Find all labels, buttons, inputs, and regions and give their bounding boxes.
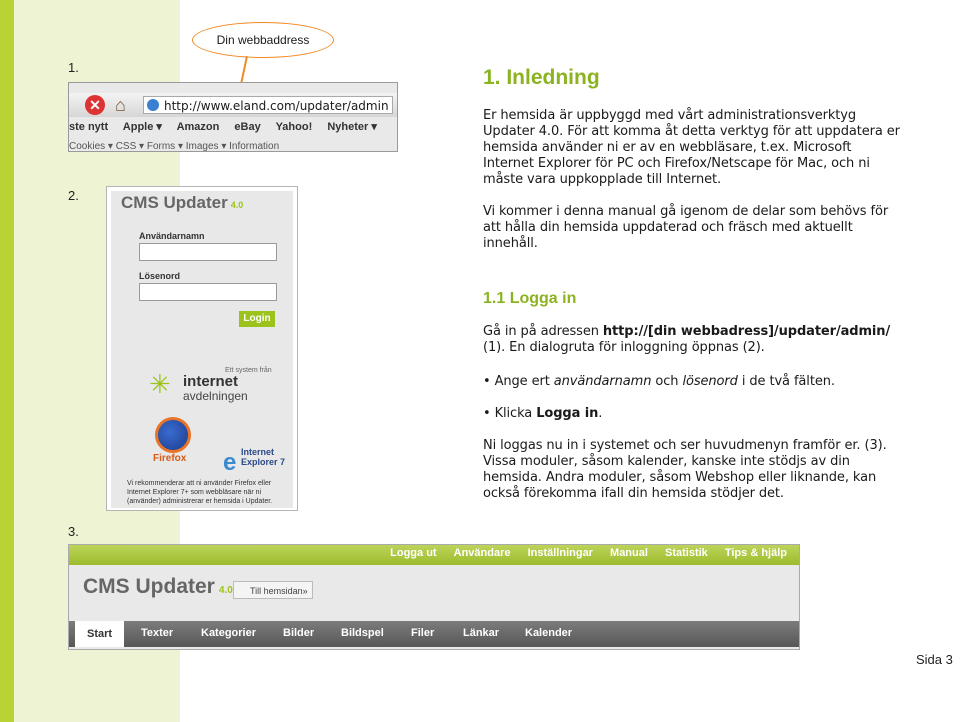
password-field[interactable]	[139, 283, 277, 301]
username-term: användarnamn	[553, 374, 652, 389]
to-website-button[interactable]: Till hemsidan»	[233, 581, 313, 599]
settings-link[interactable]: Inställningar	[527, 547, 593, 559]
bullet-text: och	[651, 374, 683, 389]
bullet-text: i de två fälten.	[737, 374, 835, 389]
login-logo	[121, 193, 243, 213]
admin-url: http://[din webbadress]/updater/admin/	[602, 324, 891, 339]
internet-explorer-icon[interactable]: e	[223, 449, 237, 476]
browser-screenshot	[68, 82, 398, 152]
bullet-text: .	[598, 406, 603, 421]
admin-version: 4.0	[218, 585, 233, 596]
bookmark-item[interactable]: eBay	[234, 121, 261, 133]
address-bar[interactable]: http://www.eland.com/updater/admin	[143, 96, 393, 114]
bookmarks-bar	[69, 120, 397, 138]
home-icon[interactable]: ⌂	[115, 95, 126, 115]
statistics-link[interactable]: Statistik	[665, 547, 708, 559]
login-logo-text: CMS Updater	[121, 193, 228, 212]
admin-logo	[83, 575, 233, 599]
bookmark-item[interactable]: Yahoo!	[275, 121, 313, 133]
login-term: Logga in	[536, 406, 599, 421]
intro-paragraph: Er hemsida är uppbyggd med vårt administrationsverktyg Updater 4.0. För att komma åt detta verktyg för att uppdatera er hemsida använder ni er av en webbläsare, t.ex. Microsoft Internet Explorer för PC och Firefox/Netscape för Mac, och ni måste vara uppkopplade till Internet.	[483, 108, 900, 187]
users-link[interactable]: Användare	[453, 547, 511, 559]
brand-subname: avdelningen	[183, 389, 248, 403]
username-label: Användarnamn	[139, 231, 205, 241]
nav-texter[interactable]: Texter	[141, 627, 174, 639]
figure-number-3: 3.	[68, 524, 79, 539]
password-label: Lösenord	[139, 271, 181, 281]
closing-paragraph: Ni loggas nu in i systemet och ser huvudmenyn framför er. (3). Vissa moduler, såsom kalender, kanske inte stödjs av din hemsida. Andra moduler, såsom Webshop eller liknande, kan också förekomma ifall din hemsida stödjer det.	[483, 438, 887, 501]
address-instruction	[483, 324, 903, 356]
instruction-text: (1). En dialogruta för inloggning öppnas (2).	[483, 340, 765, 355]
nav-filer[interactable]: Filer	[411, 627, 435, 639]
nav-bildspel[interactable]: Bildspel	[341, 627, 384, 639]
bullet-text: • Klicka	[483, 406, 537, 421]
manual-paragraph: Vi kommer i denna manual gå igenom de delar som behövs för att hålla din hemsida uppdaterad och fräsch med aktuellt innehåll.	[483, 204, 889, 251]
section-heading: 1. Inledning	[483, 66, 600, 89]
cms-admin-screenshot	[68, 544, 800, 650]
ie-label: Internet Explorer 7	[241, 447, 286, 467]
logout-link[interactable]: Logga ut	[390, 547, 437, 559]
bullet-click-login	[483, 406, 903, 422]
bookmark-item[interactable]: ste nytt	[69, 121, 109, 133]
green-accent-bar	[0, 0, 14, 722]
sparkle-logo-icon: ✳	[149, 369, 171, 399]
bullet-enter-credentials	[483, 374, 903, 390]
subsection-heading: 1.1 Logga in	[483, 290, 577, 307]
nav-start[interactable]: Start	[75, 621, 124, 647]
bookmark-item[interactable]: Amazon	[176, 121, 220, 133]
page-number: Sida 3	[916, 652, 953, 667]
nav-lankar[interactable]: Länkar	[463, 627, 500, 639]
login-version: 4.0	[230, 200, 244, 210]
password-term: lösenord	[682, 374, 738, 389]
bookmark-item[interactable]: Apple ▾	[122, 121, 162, 133]
stop-icon[interactable]: ✕	[85, 95, 105, 115]
brand-tagline: Ett system från	[225, 367, 272, 374]
nav-bilder[interactable]: Bilder	[283, 627, 315, 639]
bullet-text: • Ange ert	[483, 374, 554, 389]
nav-kategorier[interactable]: Kategorier	[201, 627, 257, 639]
admin-nav-bar	[69, 621, 799, 647]
instruction-text: Gå in på adressen	[483, 324, 603, 339]
firefox-icon[interactable]	[155, 417, 191, 453]
figure-number-1: 1.	[68, 60, 79, 75]
figure-number-2: 2.	[68, 188, 79, 203]
login-button[interactable]: Login	[239, 311, 275, 327]
login-panel	[111, 191, 293, 508]
brand-name: internet	[183, 373, 239, 390]
nav-kalender[interactable]: Kalender	[525, 627, 573, 639]
manual-link[interactable]: Manual	[610, 547, 648, 559]
admin-top-menu	[69, 545, 799, 565]
web-address-callout	[192, 22, 334, 58]
tips-help-link[interactable]: Tips & hjälp	[724, 547, 787, 559]
firefox-label: Firefox	[153, 453, 187, 464]
login-dialog	[106, 186, 298, 511]
bookmark-item[interactable]: Nyheter ▾	[327, 121, 377, 133]
username-field[interactable]	[139, 243, 277, 261]
developer-toolbar: Cookies ▾ CSS ▾ Forms ▾ Images ▾ Information	[69, 141, 280, 152]
browser-recommendation: Vi rekommenderar att ni använder Firefox eller Internet Explorer 7+ som webbläsare när ni (använder) administrerar er hemsida i Updater.	[127, 480, 273, 505]
globe-icon	[147, 99, 159, 111]
callout-text: Din webbaddress	[216, 33, 310, 47]
admin-logo-text: CMS Updater	[83, 575, 215, 598]
